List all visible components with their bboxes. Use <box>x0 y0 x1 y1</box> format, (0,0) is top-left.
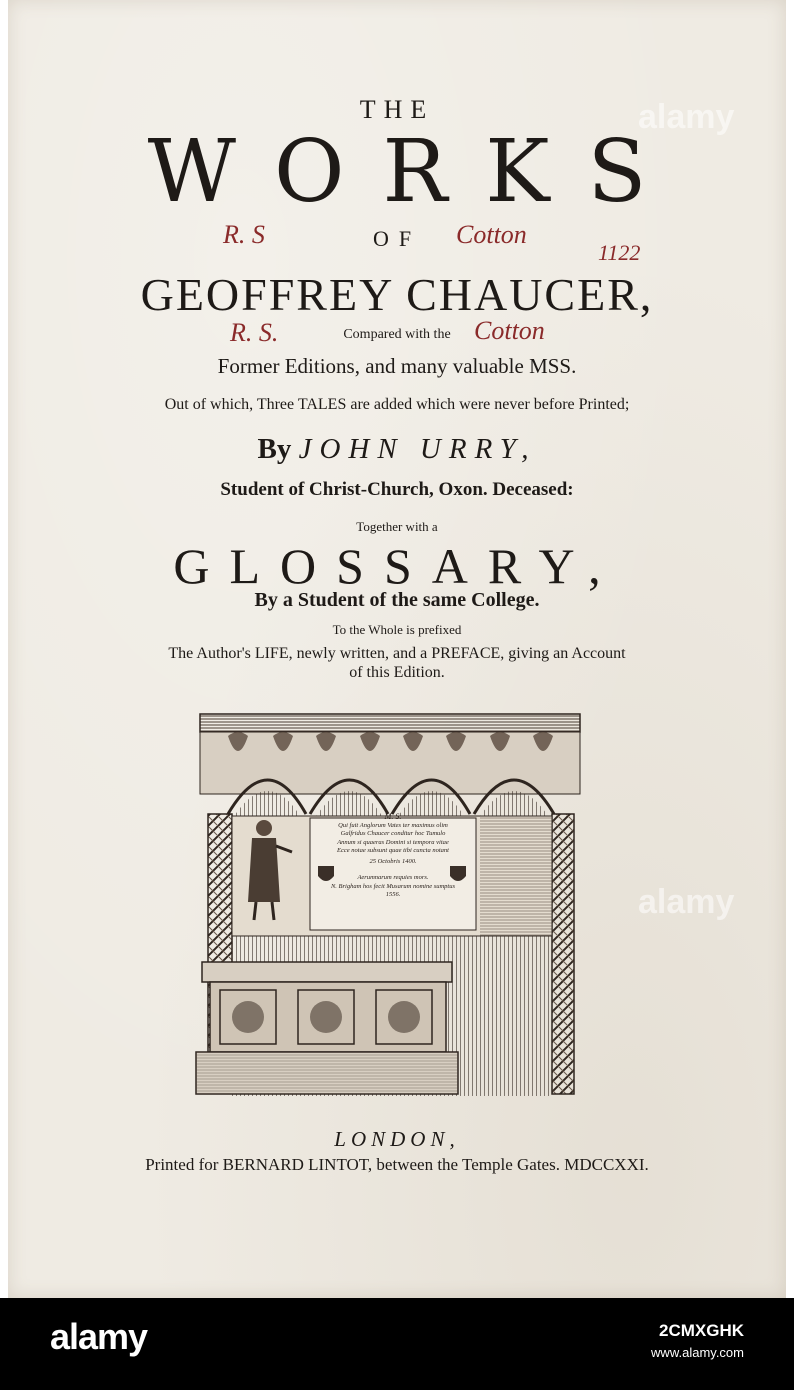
edition-line: of this Edition. <box>349 664 445 681</box>
image-id-block <box>651 1320 744 1364</box>
tomb-inscription <box>310 813 476 900</box>
title-of: OF <box>372 226 422 251</box>
title-works: WORKS <box>147 122 685 222</box>
editor-line <box>8 433 786 466</box>
alamy-logo: alamy <box>50 1316 148 1357</box>
handwritten-cotton-1: Cotton <box>456 220 527 249</box>
inscription-line: 1556. <box>385 891 401 898</box>
life-preface-line: The Author's LIFE, newly written, and a PREFACE, giving an Account <box>168 645 626 662</box>
compared-line: Compared with the <box>343 327 451 342</box>
author-name: GEOFFREY CHAUCER, <box>140 269 654 320</box>
inscription-heading: M. S. <box>384 812 402 821</box>
editor-by: By <box>257 433 292 465</box>
inscription-line: Ecce notae subsunt quae tibi cuncta notant <box>337 847 449 854</box>
glossary-title: GLOSSARY, <box>173 538 621 594</box>
inscription-line: Annum si quaeras Domini si tempora vitae <box>337 838 449 846</box>
watermark-text: alamy <box>638 98 735 136</box>
inscription-line: 25 Octobris 1400. <box>369 857 417 865</box>
image-id: 2CMXGHK <box>658 1321 744 1340</box>
site-url: www.alamy.com <box>651 1345 744 1360</box>
three-tales-line: Out of which, Three TALES are added which were never before Printed; <box>164 396 630 413</box>
handwritten-initials-2: R. S. <box>230 318 279 347</box>
editor-name: JOHN URRY, <box>298 433 537 465</box>
inscription-line: N. Brigham hos fecit Musarum nomine sumptus <box>330 882 456 890</box>
tomb-engraving <box>188 706 588 1102</box>
title-the: THE <box>359 95 435 124</box>
watermark-text: alamy <box>638 883 735 921</box>
student-line: Student of Christ-Church, Oxon. Deceased: <box>220 479 574 500</box>
inscription-line: Aerumnarum requies mors. <box>357 874 429 881</box>
former-editions-line: Former Editions, and many valuable MSS. <box>217 354 577 378</box>
handwritten-number: 1122 <box>598 240 641 265</box>
inscription-line: Galfridus Chaucer conditur hoc Tumulo <box>340 830 446 837</box>
handwritten-initials-1: R. S <box>223 220 265 249</box>
imprint-city: LONDON, <box>334 1127 460 1151</box>
glossary-author-line: By a Student of the same College. <box>254 589 540 611</box>
prefixed-line: To the Whole is prefixed <box>332 622 462 637</box>
imprint-line: Printed for BERNARD LINTOT, between the Temple Gates. MDCCXXI. <box>145 1155 649 1174</box>
title-page <box>8 0 786 1298</box>
together-line: Together with a <box>356 519 438 534</box>
inscription-line: Qui fuit Anglorum Vates ter maximus olim <box>338 821 448 829</box>
handwritten-cotton-2: Cotton <box>474 316 545 345</box>
